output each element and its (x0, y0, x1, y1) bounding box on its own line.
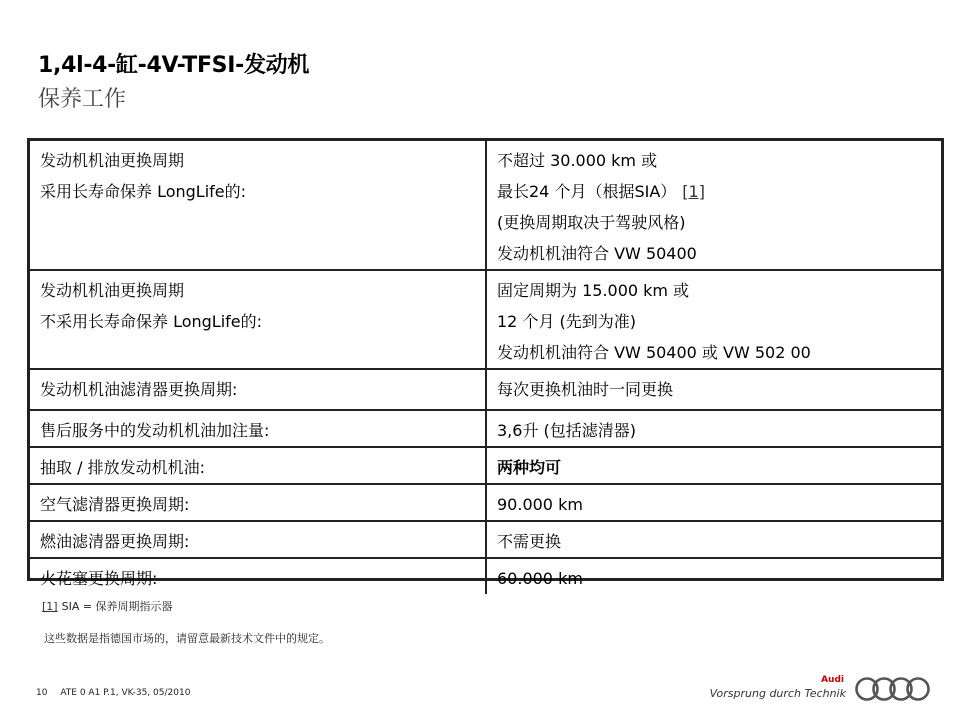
cell-text: (更换周期取决于驾驶风格) (497, 213, 686, 232)
cell-text: 空气滤清器更换周期: (40, 495, 190, 514)
cell-text: 12 个月 (先到为准) (497, 312, 637, 331)
table-cell-value (486, 410, 941, 447)
table-row (30, 141, 941, 270)
table-row (30, 447, 941, 484)
cell-text: 抽取 / 排放发动机机油: (40, 458, 205, 477)
cell-text: 固定周期为 15.000 km 或 (497, 281, 690, 300)
table-row (30, 484, 941, 521)
table-row (30, 410, 941, 447)
document-reference: ATE 0 A1 P.1, VK-35, 05/2010 (60, 688, 191, 698)
footnote-link[interactable]: [1] (682, 182, 705, 201)
table-row (30, 270, 941, 369)
footnote (42, 598, 173, 614)
table-row (30, 369, 941, 410)
cell-text: 每次更换机油时一同更换 (497, 380, 674, 399)
cell-text: 发动机机油滤清器更换周期: (40, 380, 238, 399)
table-cell-label (30, 410, 486, 447)
cell-text: 火花塞更换周期: (40, 569, 158, 588)
table-cell-label (30, 141, 486, 270)
page-subtitle: 保养工作 (38, 87, 127, 112)
table-cell-value (486, 447, 941, 484)
cell-text: 不超过 30.000 km 或 (497, 151, 658, 170)
maintenance-table (27, 138, 944, 588)
table-row (30, 521, 941, 558)
page-number: 10 (36, 688, 48, 698)
cell-text: 发动机机油更换周期 (40, 151, 185, 170)
cell-text: 不采用长寿命保养 LongLife的: (40, 312, 263, 331)
cell-text: 发动机机油符合 VW 50400 或 VW 502 00 (497, 343, 811, 362)
audi-four-rings-icon (854, 675, 932, 703)
brand-slogan: Vorsprung durch Technik (709, 687, 846, 700)
table-cell-label (30, 270, 486, 369)
cell-text: 不需更换 (497, 532, 562, 551)
brand-name: Audi (821, 675, 844, 685)
cell-line-with-ref (497, 176, 931, 207)
table-cell-value (486, 558, 941, 594)
market-note: 这些数据是指德国市场的，请留意最新技术文件中的规定。 (44, 632, 330, 645)
table-cell-value (486, 141, 941, 270)
table-cell-label (30, 558, 486, 594)
cell-text: 发动机机油更换周期 (40, 281, 185, 300)
footnote-anchor[interactable]: [1] (42, 600, 58, 613)
cell-text: 两种均可 (497, 458, 562, 477)
page-info (36, 688, 190, 698)
footnote-text: SIA = 保养周期指示器 (61, 600, 173, 613)
table-cell-value (486, 484, 941, 521)
cell-text: 售后服务中的发动机机油加注量: (40, 421, 270, 440)
cell-text: 60.000 km (497, 569, 583, 588)
table-cell-label (30, 447, 486, 484)
table-cell-value (486, 521, 941, 558)
table-cell-label (30, 521, 486, 558)
table-cell-label (30, 484, 486, 521)
table-cell-value (486, 270, 941, 369)
table-row (30, 558, 941, 594)
cell-text: 采用长寿命保养 LongLife的: (40, 182, 247, 201)
cell-text: 最长24 个月（根据SIA） (497, 182, 677, 201)
cell-text: 90.000 km (497, 495, 583, 514)
cell-text: 燃油滤清器更换周期: (40, 532, 190, 551)
brand-block (709, 674, 932, 704)
table-cell-value (486, 369, 941, 410)
cell-text: 3,6升 (包括滤清器) (497, 421, 637, 440)
table-cell-label (30, 369, 486, 410)
cell-text: 发动机机油符合 VW 50400 (497, 244, 697, 263)
page-title: 1,4l-4-缸-4V-TFSI-发动机 (38, 53, 310, 78)
